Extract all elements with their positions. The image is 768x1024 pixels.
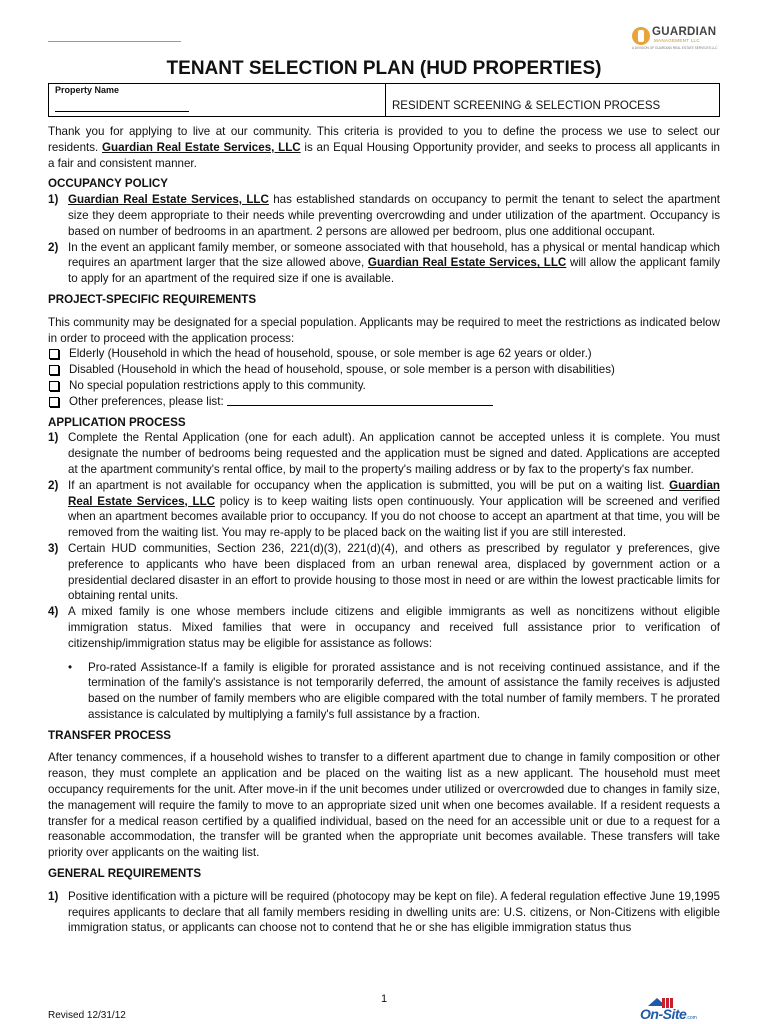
occupancy-heading: OCCUPANCY POLICY [48,177,169,191]
property-name-field[interactable] [55,111,189,112]
property-name-cell [49,84,386,116]
company-name: Guardian Real Estate Services, LLC [68,478,720,508]
property-name-label: Property Name [55,85,120,95]
checkbox-icon[interactable] [49,365,59,375]
intro-paragraph: Thank you for applying to live at our community. This criteria is provided to you to define the process we use to select our residents. Guardian Real Estate Services, LLC is an Equal Housing Opportunity provider, and seeks to process all applicants in a fair and consistent manner. [48,125,720,170]
list-item: 4) A mixed family is one whose members include citizens and eligible immigrants as well as noncitizens without eligible immigration status. Mixed families that were in occupancy and received full assistance prior to verification of citizenship/immigration status may be eligible for assistance as follows: [48,605,720,650]
other-preferences-field[interactable] [227,394,493,406]
list-item: 2) In the event an applicant family member, or someone associated with that household, has a physical or mental handicap which requires an apartment larger that the size allowed above, Guardian Real Estate Services, LLC will allow the applicant family to apply for an apartment of the required size if one is available. [48,240,720,286]
company-name: Guardian Real Estate Services, LLC [68,193,269,207]
onsite-logo [640,996,704,1024]
transfer-heading: TRANSFER PROCESS [48,728,172,742]
top-rule [48,41,181,42]
onsite-logo-com: .com [686,1015,697,1021]
guardian-logo-icon [632,27,650,45]
list-item: 2) If an apartment is not available for occupancy when the application is submitted, you will be put on a waiting list. Guardian Real Estate Services, LLC policy is to keep waiting lists open continuously. Your application will be screened and verified when an apartment becomes available prior to occupancy. If you do not choose to accept an apartment at that time, you will be removed from the waiting list. You may re-apply to be placed back on the waiting list if you are still interested. [48,478,720,540]
revised-date: Revised 12/31/12 [48,1010,126,1021]
application-heading: APPLICATION PROCESS [48,415,186,429]
checkbox-disabled[interactable]: Disabled (Household in which the head of household, spouse, or sole member is a person with disabilities) [48,362,720,378]
checkbox-icon[interactable] [49,381,59,391]
onsite-logo-text: On-Site [640,1006,687,1022]
transfer-paragraph: After tenancy commences, if a household wishes to transfer to a different apartment due to change in family composition or other reason, they must complete an application and be placed on the waiting list as a new applicant. The household must meet occupancy requirements for the unit. After move-in if the unit becomes under utilized or overcrowded due to changes in family size, the management will require the family to move to an appropriate sized unit when one becomes available. If a resident requests a transfer for a medical reason certified by a qualified individual, based on the need for an accessible unit or due to a request for a reasonable accommodation, the transfer will be granted when the appropriate unit becomes available. These transfers will take priority over applicants on the waiting list. [48,751,720,860]
company-name: Guardian Real Estate Services, LLC [367,256,567,270]
list-item: 1) Positive identification with a picture will be required (photocopy may be kept on file). A federal regulation effective June 19,1995 requires applicants to declare that all family members residing in dwelling units are: U.S. citizens, or Non-Citizens with eligible immigration status, or applicants can choose not to contend that he or she has eligible immigration status thus [48,889,720,935]
page-number: 1 [380,993,388,1005]
page-title: TENANT SELECTION PLAN (HUD PROPERTIES) [166,58,602,79]
document-body [48,124,720,936]
bullet-item: • Pro-rated Assistance-If a family is eligible for prorated assistance and is not receiving continued assistance, and if the termination of the family's assistance is not temporarily deferred, the amount of assistance the family receives is adjusted based on the number of family members who are eligible compared with the total number of family members. T he prorated assistance is calculated by multiplying a family's full assistance by a fraction. [68,660,720,721]
logo-tagline: A DIVISION OF GUARDIAN REAL ESTATE SERVICES LLC [632,46,718,50]
checkbox-icon[interactable] [49,397,59,407]
checkbox-elderly[interactable]: Elderly (Household in which the head of household, spouse, or sole member is age 62 years or older.) [48,346,720,362]
box-title: RESIDENT SCREENING & SELECTION PROCESS [392,100,661,112]
list-item: 1) Guardian Real Estate Services, LLC has established standards on occupancy to permit the tenant to select the apartment size they deem appropriate to their needs while preventing overcrowding and under utilization of the apartment. Occupancy is based on number of bedrooms in an apartment. 2 persons are allowed per bedroom, plus one additional occupant. [48,193,720,238]
general-heading: GENERAL REQUIREMENTS [48,867,202,881]
logo-sub: MANAGEMENT LLC [654,38,700,43]
bullet-icon: • [68,660,73,674]
property-box [48,83,720,117]
logo-brand: GUARDIAN [652,26,717,38]
list-item: 1) Complete the Rental Application (one for each adult). An application cannot be accepted unless it is complete. You must designate the number of bedrooms being requested and the application must be signed and dated. Applications are accepted at the apartment community's rental office, by mail to the property's mailing address or by fax to the property's fax number. [48,431,720,476]
project-heading: PROJECT-SPECIFIC REQUIREMENTS [48,292,257,306]
checkbox-icon[interactable] [49,349,59,359]
list-item: 3) Certain HUD communities, Section 236, 221(d)(3), 221(d)(4), and others as prescribed by regulator y preferences, give preference to applicants who have been displaced from an urban renewal area, displaced by government action or a presidential declared disaster in an effort to provide housing to those most in need or are within the lowest practicable limits for obtaining rental units. [48,541,720,603]
checkbox-no-restrictions[interactable]: No special population restrictions apply to this community. [48,378,720,394]
company-name: Guardian Real Estate Services, LLC [102,140,301,154]
checkbox-other[interactable]: Other preferences, please list: [48,394,720,410]
guardian-logo [632,24,724,54]
project-intro: This community may be designated for a special population. Applicants may be required to meet the restrictions as indicated below in order to proceed with the application process: [48,315,720,345]
